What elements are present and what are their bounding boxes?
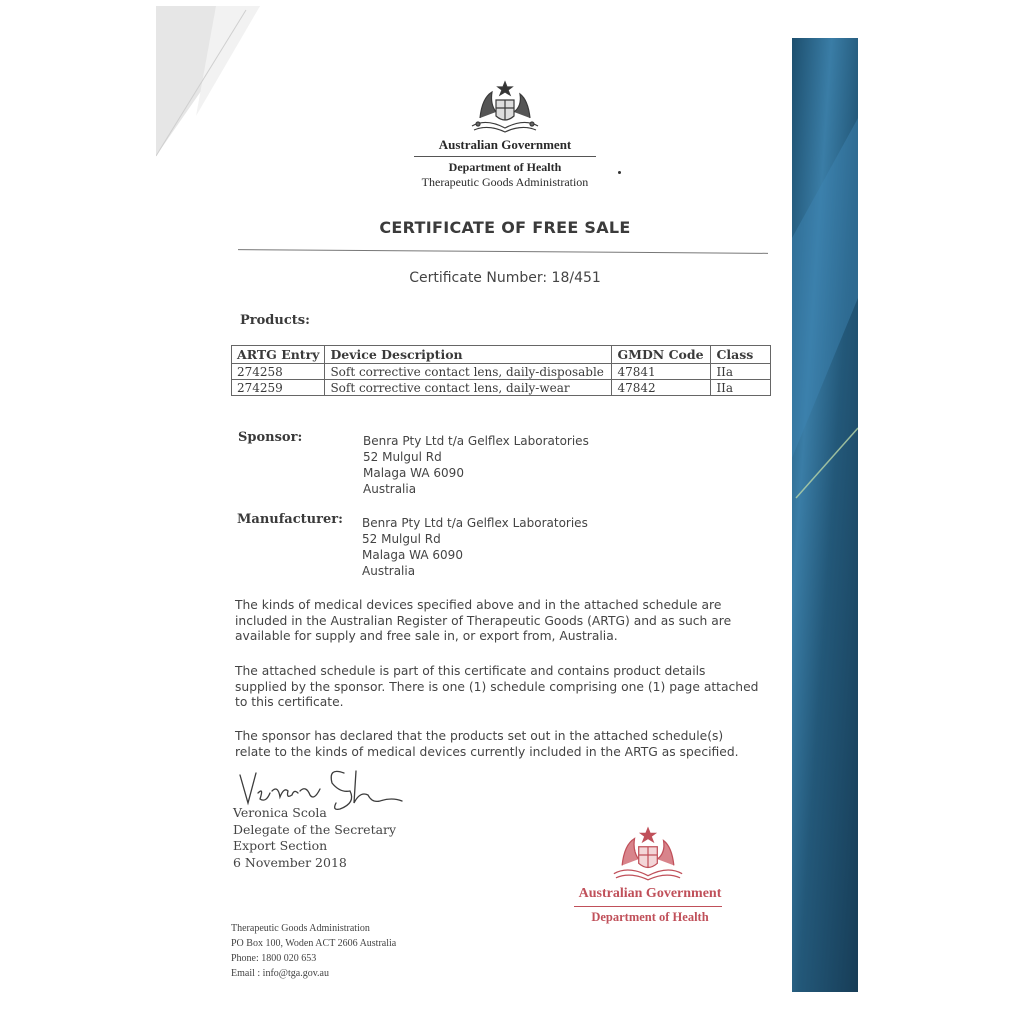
stamp-department: Department of Health xyxy=(591,910,709,924)
sponsor-line: Malaga WA 6090 xyxy=(363,466,464,480)
signatory-name: Veronica Scola xyxy=(233,805,327,820)
class-cell: IIa xyxy=(711,364,771,380)
stamp-coat-of-arms-icon xyxy=(606,824,690,884)
certificate-number: Certificate Number: 18/451 xyxy=(409,270,601,286)
gmdn-code-cell: 47841 xyxy=(612,364,711,380)
sponsor-line: 52 Mulgul Rd xyxy=(363,450,442,464)
blue-side-strip xyxy=(792,38,858,992)
footer-organisation: Therapeutic Goods Administration xyxy=(231,923,370,934)
coat-of-arms-icon xyxy=(466,78,544,136)
manufacturer-line: Malaga WA 6090 xyxy=(362,548,463,562)
signatory-block xyxy=(233,805,396,871)
stamp-agency: Australian Government xyxy=(578,886,722,901)
paragraph-declaration: The sponsor has declared that the products set out in the attached schedule(s) relate to the kinds of medical devices currently included in the ARTG as specified. xyxy=(235,729,739,759)
sponsor-line: Australia xyxy=(363,482,417,496)
paragraph-schedule: The attached schedule is part of this certificate and contains product details supplied by the sponsor. There is one (1) schedule comprising one (1) page attached to this certificate. xyxy=(235,664,759,709)
col-artg-entry: ARTG Entry xyxy=(232,346,325,364)
header-administration: Therapeutic Goods Administration xyxy=(421,175,589,189)
col-device-description: Device Description xyxy=(325,346,612,364)
artg-entry-cell: 274259 xyxy=(232,380,325,396)
manufacturer-label: Manufacturer: xyxy=(237,512,343,527)
signatory-title: Delegate of the Secretary xyxy=(233,821,397,837)
signatory-date: 6 November 2018 xyxy=(233,854,347,870)
sponsor-label: Sponsor: xyxy=(238,430,303,445)
manufacturer-address xyxy=(362,515,588,579)
footer-contact xyxy=(231,921,396,981)
page-fold-corner xyxy=(156,6,260,196)
device-description-cell: Soft corrective contact lens, daily-wear xyxy=(325,380,612,396)
document-title: CERTIFICATE OF FREE SALE xyxy=(379,218,631,237)
device-description-cell: Soft corrective contact lens, daily-disposable xyxy=(325,364,612,380)
table-row xyxy=(232,380,771,396)
footer-email: Email : info@tga.gov.au xyxy=(231,968,329,979)
header-agency: Australian Government xyxy=(438,137,572,152)
products-label: Products: xyxy=(240,313,310,328)
sponsor-address xyxy=(363,433,589,497)
header-department: Department of Health xyxy=(448,160,562,174)
products-table xyxy=(231,345,771,396)
class-cell: IIa xyxy=(711,380,771,396)
artg-entry-cell: 274258 xyxy=(232,364,325,380)
sponsor-line: Benra Pty Ltd t/a Gelflex Laboratories xyxy=(363,434,589,448)
title-divider xyxy=(238,249,768,254)
col-class: Class xyxy=(711,346,771,364)
gmdn-code-cell: 47842 xyxy=(612,380,711,396)
table-row xyxy=(232,364,771,380)
col-gmdn-code: GMDN Code xyxy=(612,346,711,364)
signatory-section: Export Section xyxy=(233,838,328,853)
scan-speck xyxy=(618,171,621,174)
manufacturer-line: Benra Pty Ltd t/a Gelflex Laboratories xyxy=(362,516,588,530)
footer-address: PO Box 100, Woden ACT 2606 Australia xyxy=(231,938,397,949)
header-divider xyxy=(414,156,596,157)
manufacturer-line: 52 Mulgul Rd xyxy=(362,532,441,546)
stamp-divider xyxy=(574,906,722,907)
table-header-row xyxy=(232,346,771,364)
footer-phone: Phone: 1800 020 653 xyxy=(231,953,317,964)
manufacturer-line: Australia xyxy=(362,564,416,578)
paragraph-devices: The kinds of medical devices specified above and in the attached schedule are included in the Australian Register of Therapeutic Goods (ARTG) and as such are available for supply and free sale in, or export from, Australia. xyxy=(235,598,732,643)
